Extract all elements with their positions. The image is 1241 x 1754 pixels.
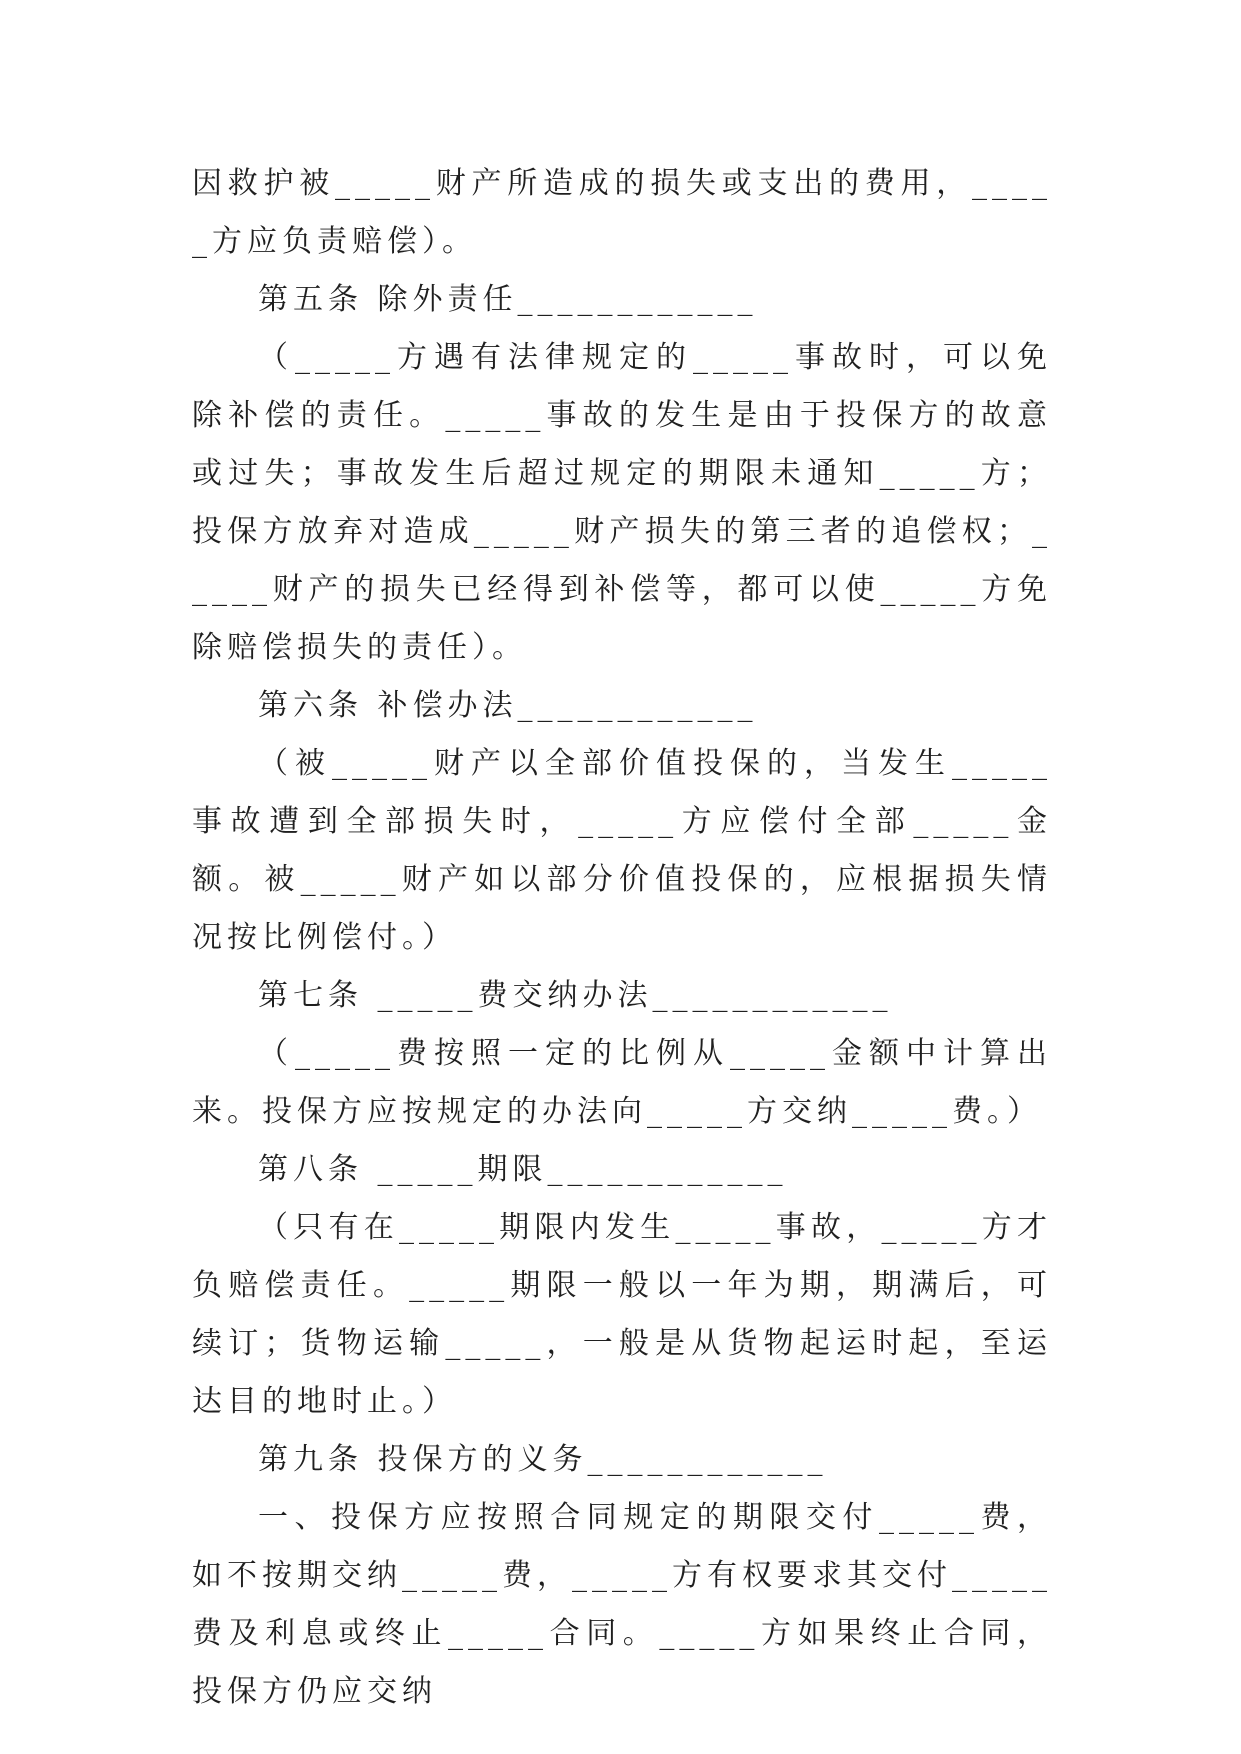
article-7-heading: 第七条 _____费交纳办法____________ (258, 978, 893, 1013)
article-6-body: （被_____财产以全部价值投保的，当发生_____事故遭到全部损失时，_____方应偿付全部_____金额。被_____财产如以部分价值投保的，应根据损失情况按比例偿付。） (192, 746, 1052, 955)
article-8-heading: 第八条 _____期限____________ (258, 1152, 788, 1187)
article-9-body: 一、投保方应按照合同规定的期限交付_____费，如不按期交纳_____费，_____方有权要求其交付_____费及利息或终止_____合同。_____方如果终止合同，投保方仍应交纳 (192, 1500, 1052, 1709)
article-5-heading: 第五条 除外责任____________ (258, 282, 758, 317)
article-5-body: （_____方遇有法律规定的_____事故时，可以免除补偿的责任。_____事故的发生是由于投保方的故意或过失；事故发生后超过规定的期限未通知_____方；投保方放弃对造成_____财产损失的第三者的追偿权；_____财产的损失已经得到补偿等，都可以使_____方免除赔偿损失的责任）。 (192, 340, 1052, 665)
paragraph-compensation-rescue: 因救护被_____财产所造成的损失或支出的费用，_____方应负责赔偿）。 (192, 166, 1052, 259)
article-6-heading: 第六条 补偿办法____________ (258, 688, 758, 723)
article-9-heading: 第九条 投保方的义务____________ (258, 1442, 828, 1477)
document-body (192, 155, 1052, 1721)
article-7-body: （_____费按照一定的比例从_____金额中计算出来。投保方应按规定的办法向_____方交纳_____费。） (192, 1036, 1052, 1129)
article-8-body: （只有在_____期限内发生_____事故，_____方才负赔偿责任。_____期限一般以一年为期，期满后，可续订；货物运输_____，一般是从货物起运时起，至运达目的地时止。） (192, 1210, 1052, 1419)
